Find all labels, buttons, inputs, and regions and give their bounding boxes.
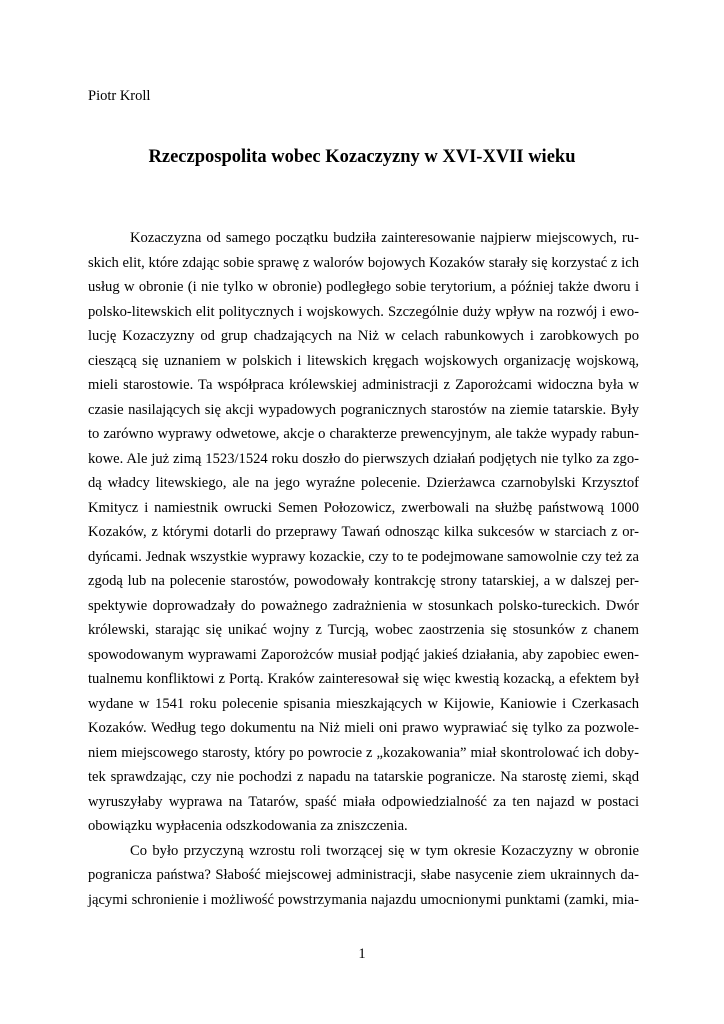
text-line: spowodowanym wyprawami Zaporożców musiał podjąć jakieś działania, aby zapobiec ewen-	[88, 646, 639, 663]
text-line: usług w obronie (i nie tylko w obronie) podległego sobie terytorium, a później także dworu i	[88, 279, 639, 295]
text-line: mieli starostowie. Ta współpraca królewskiej administracji z Zaporożcami widoczna była w	[88, 377, 639, 393]
text-line: pogranicza państwa? Słabość miejscowej administracji, słabe nasycenie ziem ukrainnych da-	[88, 867, 639, 883]
text-line: Kozaczyzna od samego początku budziła zainteresowanie najpierw miejscowych, ru-	[130, 230, 639, 246]
body-text	[88, 226, 639, 912]
paragraph-1	[88, 226, 639, 839]
text-line: niem miejscowego starosty, który po powrocie z „kozakowania” miał skontrolować ich doby-	[88, 744, 639, 761]
text-line: czasie nasilających się akcji wypadowych pogranicznych starostów na ziemie tatarskie. Były	[88, 401, 639, 418]
text-line: polsko-litewskich elit politycznych i wojskowych. Szczególnie duży wpływ na rozwój i ewo-	[88, 303, 639, 320]
page-number: 1	[358, 946, 366, 962]
text-line: tek sprawdzając, czy nie pochodzi z napadu na tatarskie pogranicze. Na starostę ziemi, skąd	[88, 769, 639, 785]
document-title: Rzeczpospolita wobec Kozaczyzny w XVI-XVII wieku	[148, 147, 576, 167]
text-line: Kmitycz i namiestnik owrucki Semen Połozowicz, zwerbowali na służbę państwową 1000	[88, 499, 639, 516]
text-line: kowe. Ale już zimą 1523/1524 roku doszło do pierwszych działań podjętych nie tylko za zgo-	[88, 450, 639, 467]
text-line: wyruszyłaby wyprawa na Tatarów, spaść miała odpowiedzialność za ten najazd w postaci	[88, 793, 639, 810]
paragraph-2	[88, 839, 639, 913]
text-line: Kozaków. Według tego dokumentu na Niż mieli oni prawo wyprawiać się tylko za pozwole-	[88, 720, 639, 736]
text-line: dą władcy litewskiego, ale na jego wyraźne polecenie. Dzierżawca czarnobylski Krzysztof	[88, 475, 639, 491]
text-line: królewski, starając się unikać wojny z Turcją, wobec zaostrzenia się stosunków z chanem	[88, 622, 639, 638]
text-line: Kozaków, z którymi dotarli do przeprawy Tawań odnosząc kilka sukcesów w starciach z or-	[88, 524, 639, 540]
text-line: obowiązku wypłacenia odszkodowania za zniszczenia.	[88, 818, 408, 834]
text-line: dyńcami. Jednak wszystkie wyprawy kozackie, czy to te podejmowane samowolnie czy też za	[88, 548, 639, 565]
text-line: lucję Kozaczyzny od grup chadzających na Niż w celach rabunkowych i zarobkowych po	[88, 328, 639, 344]
text-line: to zarówno wyprawy odwetowe, akcje o charakterze prewencyjnym, ale także wypady rabun-	[88, 426, 639, 442]
text-line: skich elit, które zdając sobie sprawę z walorów bojowych Kozaków starały się korzystać z ich	[88, 254, 639, 271]
text-line: spektywie doprowadzały do poważnego zadrażnienia w stosunkach polsko-tureckich. Dwór	[88, 597, 639, 614]
text-line: zgodą lub na polecenie starostów, powodowały kontrakcję strony tatarskiej, a w dalszej per-	[88, 573, 639, 589]
text-line: Co było przyczyną wzrostu roli tworzącej się w tym okresie Kozaczyzny w obronie	[130, 842, 639, 859]
text-line: wydane w 1541 roku polecenie spisania mieszkających w Kijowie, Kaniowie i Czerkasach	[88, 695, 639, 712]
text-line: tualnemu konfliktowi z Portą. Kraków zainteresował się więc kwestią kozacką, a efektem był	[88, 671, 639, 687]
text-line: cieszącą się uznaniem w polskich i litewskich kręgach wojskowych organizację wojskową,	[88, 352, 639, 369]
text-line: jącymi schronienie i możliwość powstrzymania najazdu umocnionymi punktami (zamki, mia-	[88, 891, 639, 908]
author-name: Piotr Kroll	[88, 88, 151, 104]
